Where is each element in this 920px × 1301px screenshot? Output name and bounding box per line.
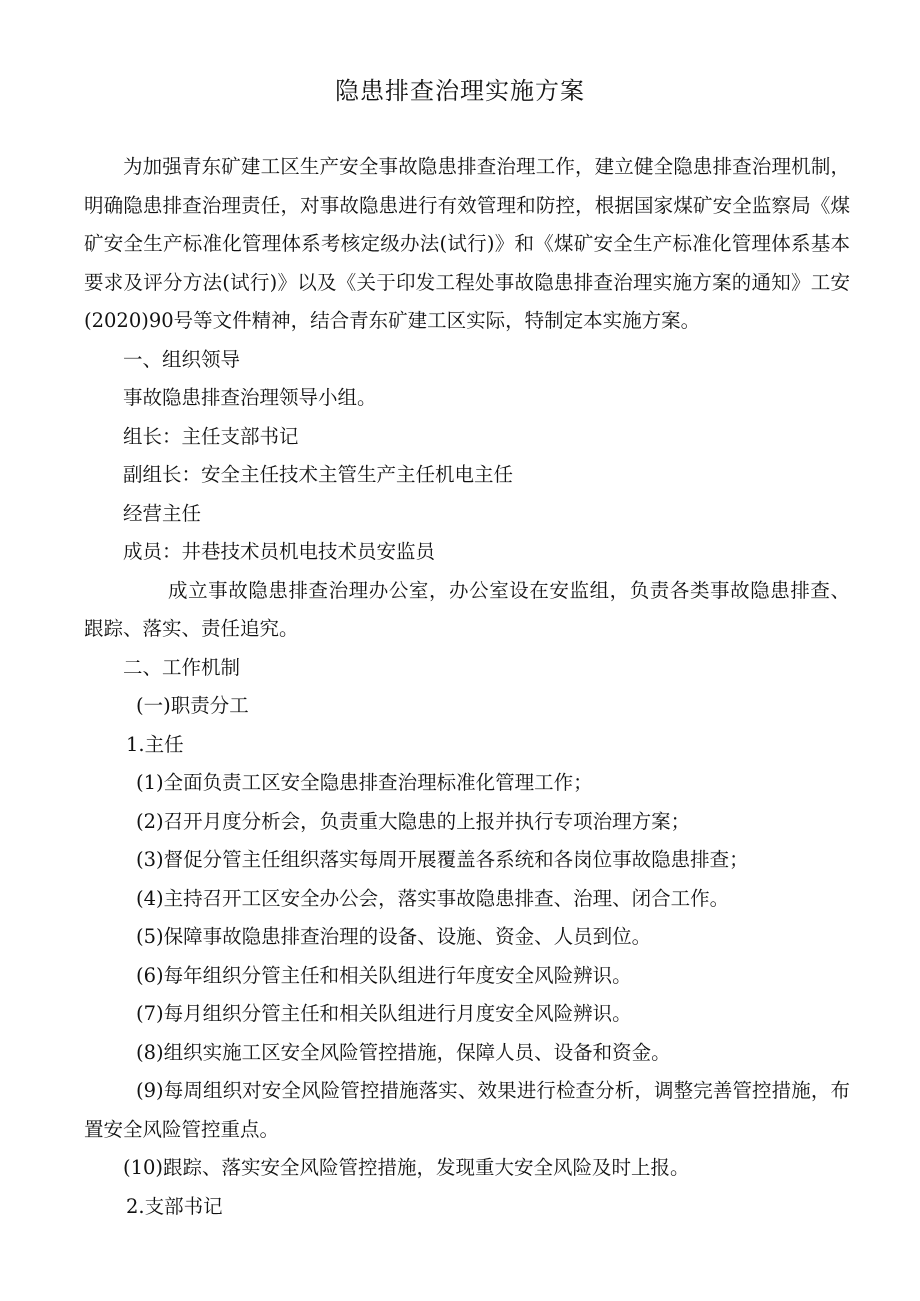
duty-item-4: (4)主持召开工区安全办公会，落实事故隐患排查、治理、闭合工作。 [136,886,730,910]
document-title: 隐患排查治理实施方案 [335,77,585,105]
item-heading-director: 1.主任 [126,732,184,756]
paragraph-office: 成立事故隐患排查治理办公室，办公室设在安监组，负责各类事故隐患排查、跟踪、落实、责任追究。 [84,578,850,640]
duty-item-10: (10)跟踪、落实安全风险管控措施，发现重大安全风险及时上报。 [123,1156,690,1179]
paragraph-deputy-leader: 副组长：安全主任技术主管生产主任机电主任 [123,463,514,486]
duty-item-8: (8)组织实施工区安全风险管控措施，保障人员、设备和资金。 [136,1040,671,1064]
document-body [84,148,850,1226]
section-heading-mechanism: 二、工作机制 [123,655,241,679]
duty-item-1: (1)全面负责工区安全隐患排查治理标准化管理工作； [136,771,593,794]
paragraph-intro: 为加强青东矿建工区生产安全事故隐患排查治理工作，建立健全隐患排查治理机制，明确隐患排查治理责任，对事故隐患进行有效管理和防控，根据国家煤矿安全监察局《煤矿安全生产标准化管理体系考核定级办法(试行)》和《煤矿安全生产标准化管理体系基本要求及评分方法(试行)》以及《关于印发工程处事故隐患排查治理实施方案的通知》工安(2020)90号等文件精神，结合青东矿建工区实际，特制定本实施方案。 [84,155,850,332]
duty-item-7: (7)每月组织分管主任和相关队组进行月度安全风险辨识。 [136,1002,632,1025]
section-heading-organization: 一、组织领导 [123,347,241,371]
duty-item-5: (5)保障事故隐患排查治理的设备、设施、资金、人员到位。 [136,925,652,948]
subsection-heading-duties: (一)职责分工 [136,694,249,717]
duty-item-6: (6)每年组织分管主任和相关队组进行年度安全风险辨识。 [136,963,632,987]
duty-item-9: (9)每周组织对安全风险管控措施落实、效果进行检查分析，调整完善管控措施，布置安全风险管控重点。 [84,1079,850,1141]
duty-item-3: (3)督促分管主任组织落实每周开展覆盖各系统和各岗位事故隐患排查； [136,848,749,871]
paragraph-business-director: 经营主任 [123,501,202,525]
item-heading-branch-secretary: 2.支部书记 [126,1194,223,1218]
paragraph-leading-group: 事故隐患排查治理领导小组。 [123,386,377,409]
paragraph-members: 成员：井巷技术员机电技术员安监员 [123,540,436,563]
paragraph-group-leader: 组长：主任支部书记 [123,424,299,448]
duty-item-2: (2)召开月度分析会，负责重大隐患的上报并执行专项治理方案； [136,809,691,833]
